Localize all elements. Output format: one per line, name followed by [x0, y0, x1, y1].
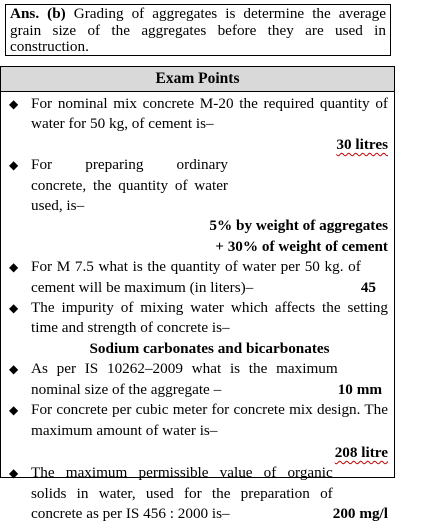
- diamond-bullet-icon: ◆: [9, 158, 19, 173]
- diamond-bullet-icon: ◆: [9, 466, 19, 481]
- exam-points-box: [0, 66, 395, 523]
- exam-point-7: [1, 463, 394, 524]
- exam-point-4: [1, 298, 394, 359]
- exam-point-question: The maximum permissible value of organic solids in water, used for the preparation of concrete as per IS 456 : 2000 is–: [31, 464, 333, 523]
- exam-point-answer: 10 mm: [337, 380, 382, 398]
- exam-point-question: As per IS 10262–2009 what is the maximum nominal size of the aggregate –: [31, 360, 338, 398]
- exam-point-2: [1, 155, 394, 257]
- exam-point-answer: 208 litre: [334, 443, 388, 461]
- exam-point-answer-2: + 30% of weight of cement: [215, 237, 388, 255]
- exam-point-6: [1, 400, 394, 463]
- exam-point-3: [1, 257, 394, 298]
- exam-point-answer: 200 mg/l: [332, 505, 388, 523]
- diamond-bullet-icon: ◆: [9, 362, 19, 377]
- diamond-bullet-icon: ◆: [9, 97, 19, 111]
- exam-point-question: For concrete per cubic meter for concrete mix design. The maximum amount of water is–: [31, 401, 388, 439]
- diamond-bullet-icon: ◆: [9, 403, 19, 418]
- answer-prefix: Ans. (b): [10, 5, 66, 22]
- exam-point-question: For M 7.5 what is the quantity of water per 50 kg. of cement will be maximum (in liters)–: [31, 258, 361, 296]
- answer-box: [5, 4, 391, 56]
- exam-point-question: For preparing ordinary concrete, the quantity of water used, is–: [31, 156, 228, 215]
- exam-point-answer: 45: [360, 278, 376, 296]
- exam-point-answer: 5% by weight of aggregates: [209, 217, 388, 235]
- exam-points-title: Exam Points: [1, 67, 394, 92]
- exam-point-answer: Sodium carbonates and bicarbonates: [89, 339, 330, 357]
- diamond-bullet-icon: ◆: [9, 260, 19, 275]
- answer-text: Grading of aggregates is determine the average grain size of the aggregates before they are used in construction.: [10, 5, 387, 55]
- diamond-bullet-icon: ◆: [9, 301, 19, 316]
- exam-point-question: The impurity of mixing water which affects the setting time and strength of concrete is–: [31, 299, 388, 337]
- exam-point-answer: 30 litres: [336, 135, 388, 153]
- exam-point-question: For nominal mix concrete M-20 the required quantity of water for 50 kg, of cement is–: [31, 95, 388, 133]
- exam-point-5: [1, 359, 394, 400]
- exam-point-1: [1, 94, 394, 155]
